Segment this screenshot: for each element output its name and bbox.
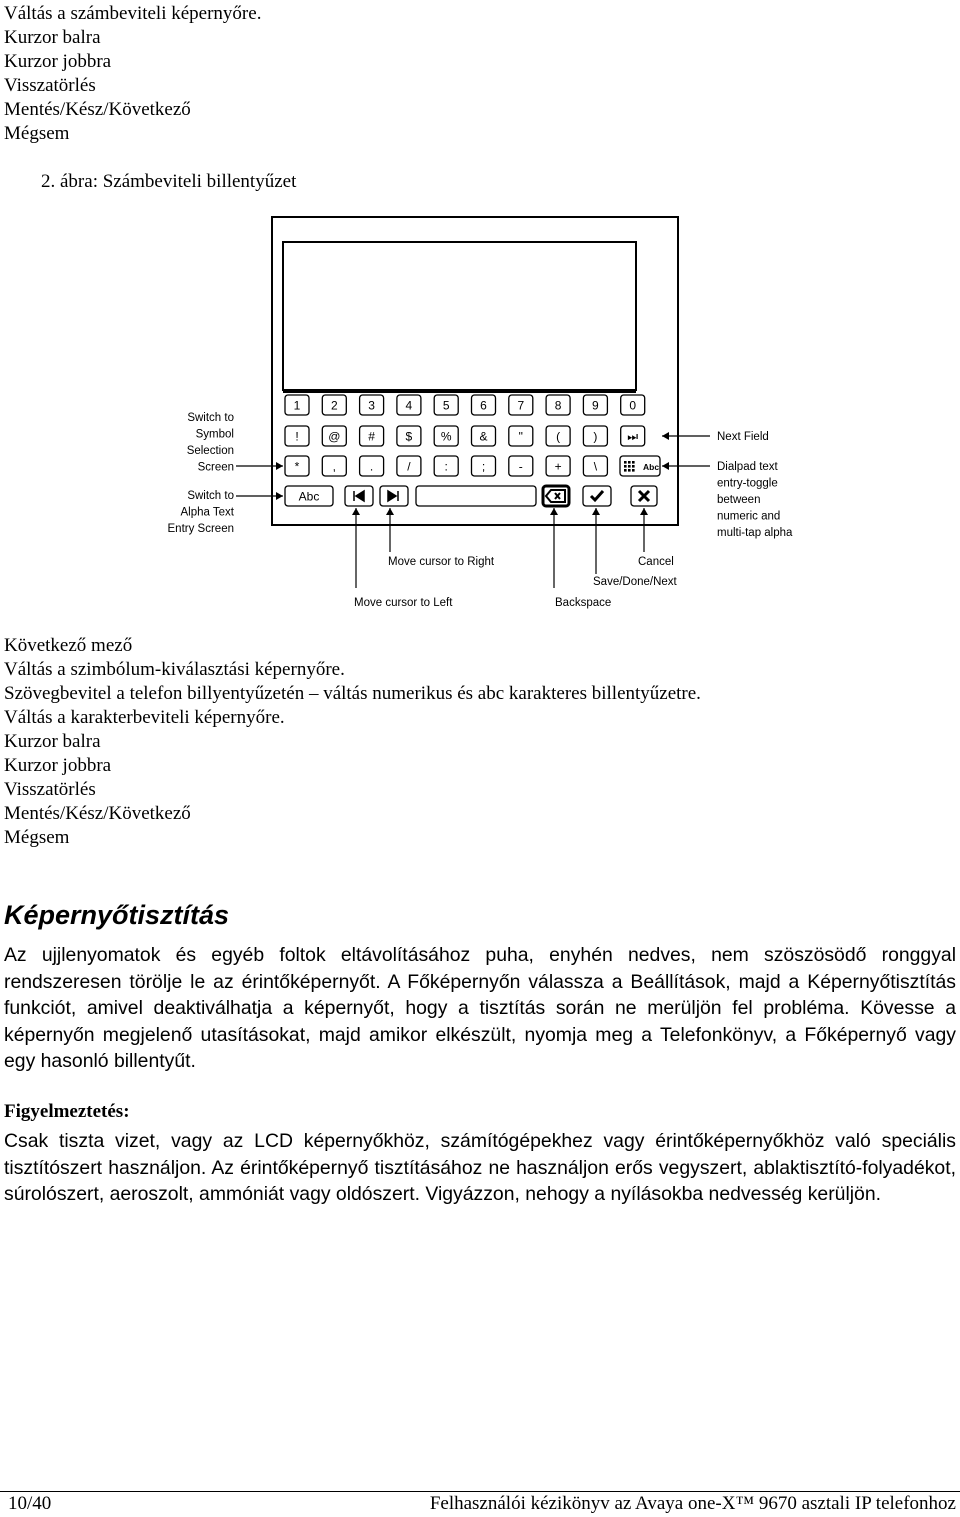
key-5-label: 5 (442, 398, 450, 413)
callout-arrow (662, 462, 669, 470)
key-symbol-5-label: % (440, 429, 452, 444)
page-number: 10/40 (8, 1493, 52, 1514)
callout-arrow (592, 508, 600, 515)
key-symbol-10-label: ⏭ (627, 429, 639, 444)
key-symbol-6-label: & (479, 429, 488, 444)
list-item: Váltás a karakterbeviteli képernyőre. (4, 707, 285, 728)
key-row-symbols (285, 426, 645, 446)
list-item: Váltás a számbeviteli képernyőre. (4, 3, 262, 24)
callout-arrow (352, 508, 360, 515)
save-label: Save/Done/Next (593, 576, 677, 588)
dialpad-grid-dot (624, 465, 627, 468)
switch-alpha-label: Switch to (187, 490, 234, 502)
key-symbol-2-label: @ (328, 429, 341, 444)
move-left-label: Move cursor to Left (354, 597, 453, 609)
callout-arrow (662, 432, 669, 440)
mid-list (4, 634, 701, 850)
warning-paragraph: Csak tiszta vizet, vagy az LCD képernyőkhöz, számítógépekhez vagy érintőképernyőkhöz való speciális tisztítószert használjon. Az érintőképernyő tisztításához ne használjon erős vegyszert, ablaktisztító-folyadékot, súrolószert, aeroszolt, ammóniát vagy oldószert. Vigyázzon, nehogy a nyílásokba nedvesség kerüljön. (4, 1130, 956, 1205)
abc-key-label: Abc (298, 489, 320, 504)
switch-symbol-label: Switch to (187, 412, 234, 424)
key-8-label: 8 (554, 398, 562, 413)
dialpad-grid-dot (628, 465, 631, 468)
key-punct-1-label: * (294, 459, 300, 474)
key-symbol-1-label: ! (295, 429, 299, 444)
list-item: Következő mező (4, 635, 133, 656)
key-1-label: 1 (293, 398, 301, 413)
callout-arrow (386, 508, 394, 515)
key-punct-7-label: - (518, 459, 523, 474)
dialpad-toggle-label: between (717, 494, 761, 506)
key-punct-4-label: / (407, 459, 411, 474)
list-item: Mentés/Kész/Következő (4, 803, 191, 824)
key-symbol-8-label: ( (556, 429, 561, 444)
list-item: Szövegbevitel a telefon billyentyűzetén – váltás numerikus és abc karakteres billentyűzetre. (4, 683, 701, 704)
callout-arrow (640, 508, 648, 515)
key-symbol-4-label: $ (405, 429, 413, 444)
key-punct-9-label: \ (593, 459, 598, 474)
list-item: Kurzor balra (4, 731, 101, 752)
dialpad-toggle-label: Dialpad text (717, 461, 778, 473)
switch-symbol-label: Selection (186, 445, 234, 457)
dialpad-abc-label: Abc (643, 462, 660, 472)
switch-alpha-label: Alpha Text (180, 506, 234, 519)
key-row-controls (285, 486, 657, 506)
callout-arrow (276, 462, 283, 470)
text-field-key (416, 486, 536, 506)
key-3-label: 3 (368, 398, 375, 413)
list-item: Kurzor jobbra (4, 51, 112, 72)
key-row-punctuation (285, 456, 660, 476)
key-punct-5-label: : (444, 459, 448, 474)
figure-caption: 2. ábra: Számbeviteli billentyűzet (41, 171, 297, 192)
key-10-label: 0 (629, 398, 637, 413)
dialpad-grid-dot (624, 469, 627, 472)
warning-title: Figyelmeztetés: (4, 1101, 130, 1122)
dialpad-toggle-label: numeric and (717, 510, 781, 523)
dialpad-grid-dot (628, 469, 631, 472)
key-symbol-7-label: " (518, 429, 523, 444)
key-punct-8-label: + (554, 459, 562, 474)
callout-arrow (550, 508, 558, 515)
dialpad-grid-dot (624, 461, 627, 464)
list-item: Kurzor balra (4, 27, 101, 48)
phone-frame (272, 217, 678, 525)
dialpad-toggle-label: multi-tap alpha (717, 527, 793, 539)
list-item: Mégsem (4, 123, 70, 144)
key-7-label: 7 (517, 398, 525, 413)
list-item: Mentés/Kész/Következő (4, 99, 191, 120)
key-symbol-3-label: # (368, 429, 375, 444)
move-right-label: Move cursor to Right (388, 556, 495, 568)
key-punct-6-label: ; (481, 459, 486, 474)
display-bottom-edge (283, 390, 636, 393)
footer-title: Felhasználói kézikönyv az Avaya one-X™ 9670 asztali IP telefonhoz (429, 1493, 956, 1514)
key-6-label: 6 (480, 398, 487, 413)
key-symbol-9-label: ) (593, 429, 598, 444)
dialpad-toggle-label: entry-toggle (717, 477, 778, 490)
key-2-label: 2 (330, 398, 338, 413)
dialpad-grid-dot (632, 461, 635, 464)
switch-alpha-label: Entry Screen (167, 523, 234, 535)
display-area (283, 242, 636, 390)
dialpad-grid-dot (628, 461, 631, 464)
key-row-numbers (285, 395, 645, 415)
backspace-label: Backspace (555, 597, 612, 609)
section-heading: Képernyőtisztítás (4, 900, 230, 930)
list-item: Kurzor jobbra (4, 755, 112, 776)
callout-arrow (276, 492, 283, 500)
cancel-label: Cancel (638, 556, 674, 568)
key-4-label: 4 (405, 398, 413, 413)
list-item: Visszatörlés (4, 75, 96, 96)
dialpad-grid-dot (632, 465, 635, 468)
key-9-label: 9 (592, 398, 599, 413)
cleaning-paragraph: Az ujjlenyomatok és egyéb foltok eltávolításához puha, enyhén nedves, nem szöszösödő ronggyal rendszeresen törölje le az érintőképernyőt. A Főképernyőn válassza a Beállítások, majd a Képernyőtisztítás funkciót, amivel deaktiválhatja a képernyőt, hogy a tisztítás során ne merüljön fel probléma. Kövesse a képernyőn megjelenő utasításokat, majd amikor elkészült, nyomja meg a Telefonkönyv, a Főképernyő vagy egy hasonló billentyűt. (4, 944, 956, 1072)
top-list (4, 2, 261, 146)
next-field-label: Next Field (717, 431, 769, 443)
switch-symbol-label: Symbol (195, 428, 234, 441)
list-item: Mégsem (4, 827, 70, 848)
list-item: Visszatörlés (4, 779, 96, 800)
switch-symbol-label: Screen (197, 461, 234, 474)
keyboard-figure (150, 212, 830, 612)
list-item: Váltás a szimbólum-kiválasztási képernyőre. (4, 659, 345, 680)
dialpad-grid-dot (632, 469, 635, 472)
key-punct-2-label: , (332, 459, 336, 474)
key-punct-3-label: . (369, 459, 374, 474)
